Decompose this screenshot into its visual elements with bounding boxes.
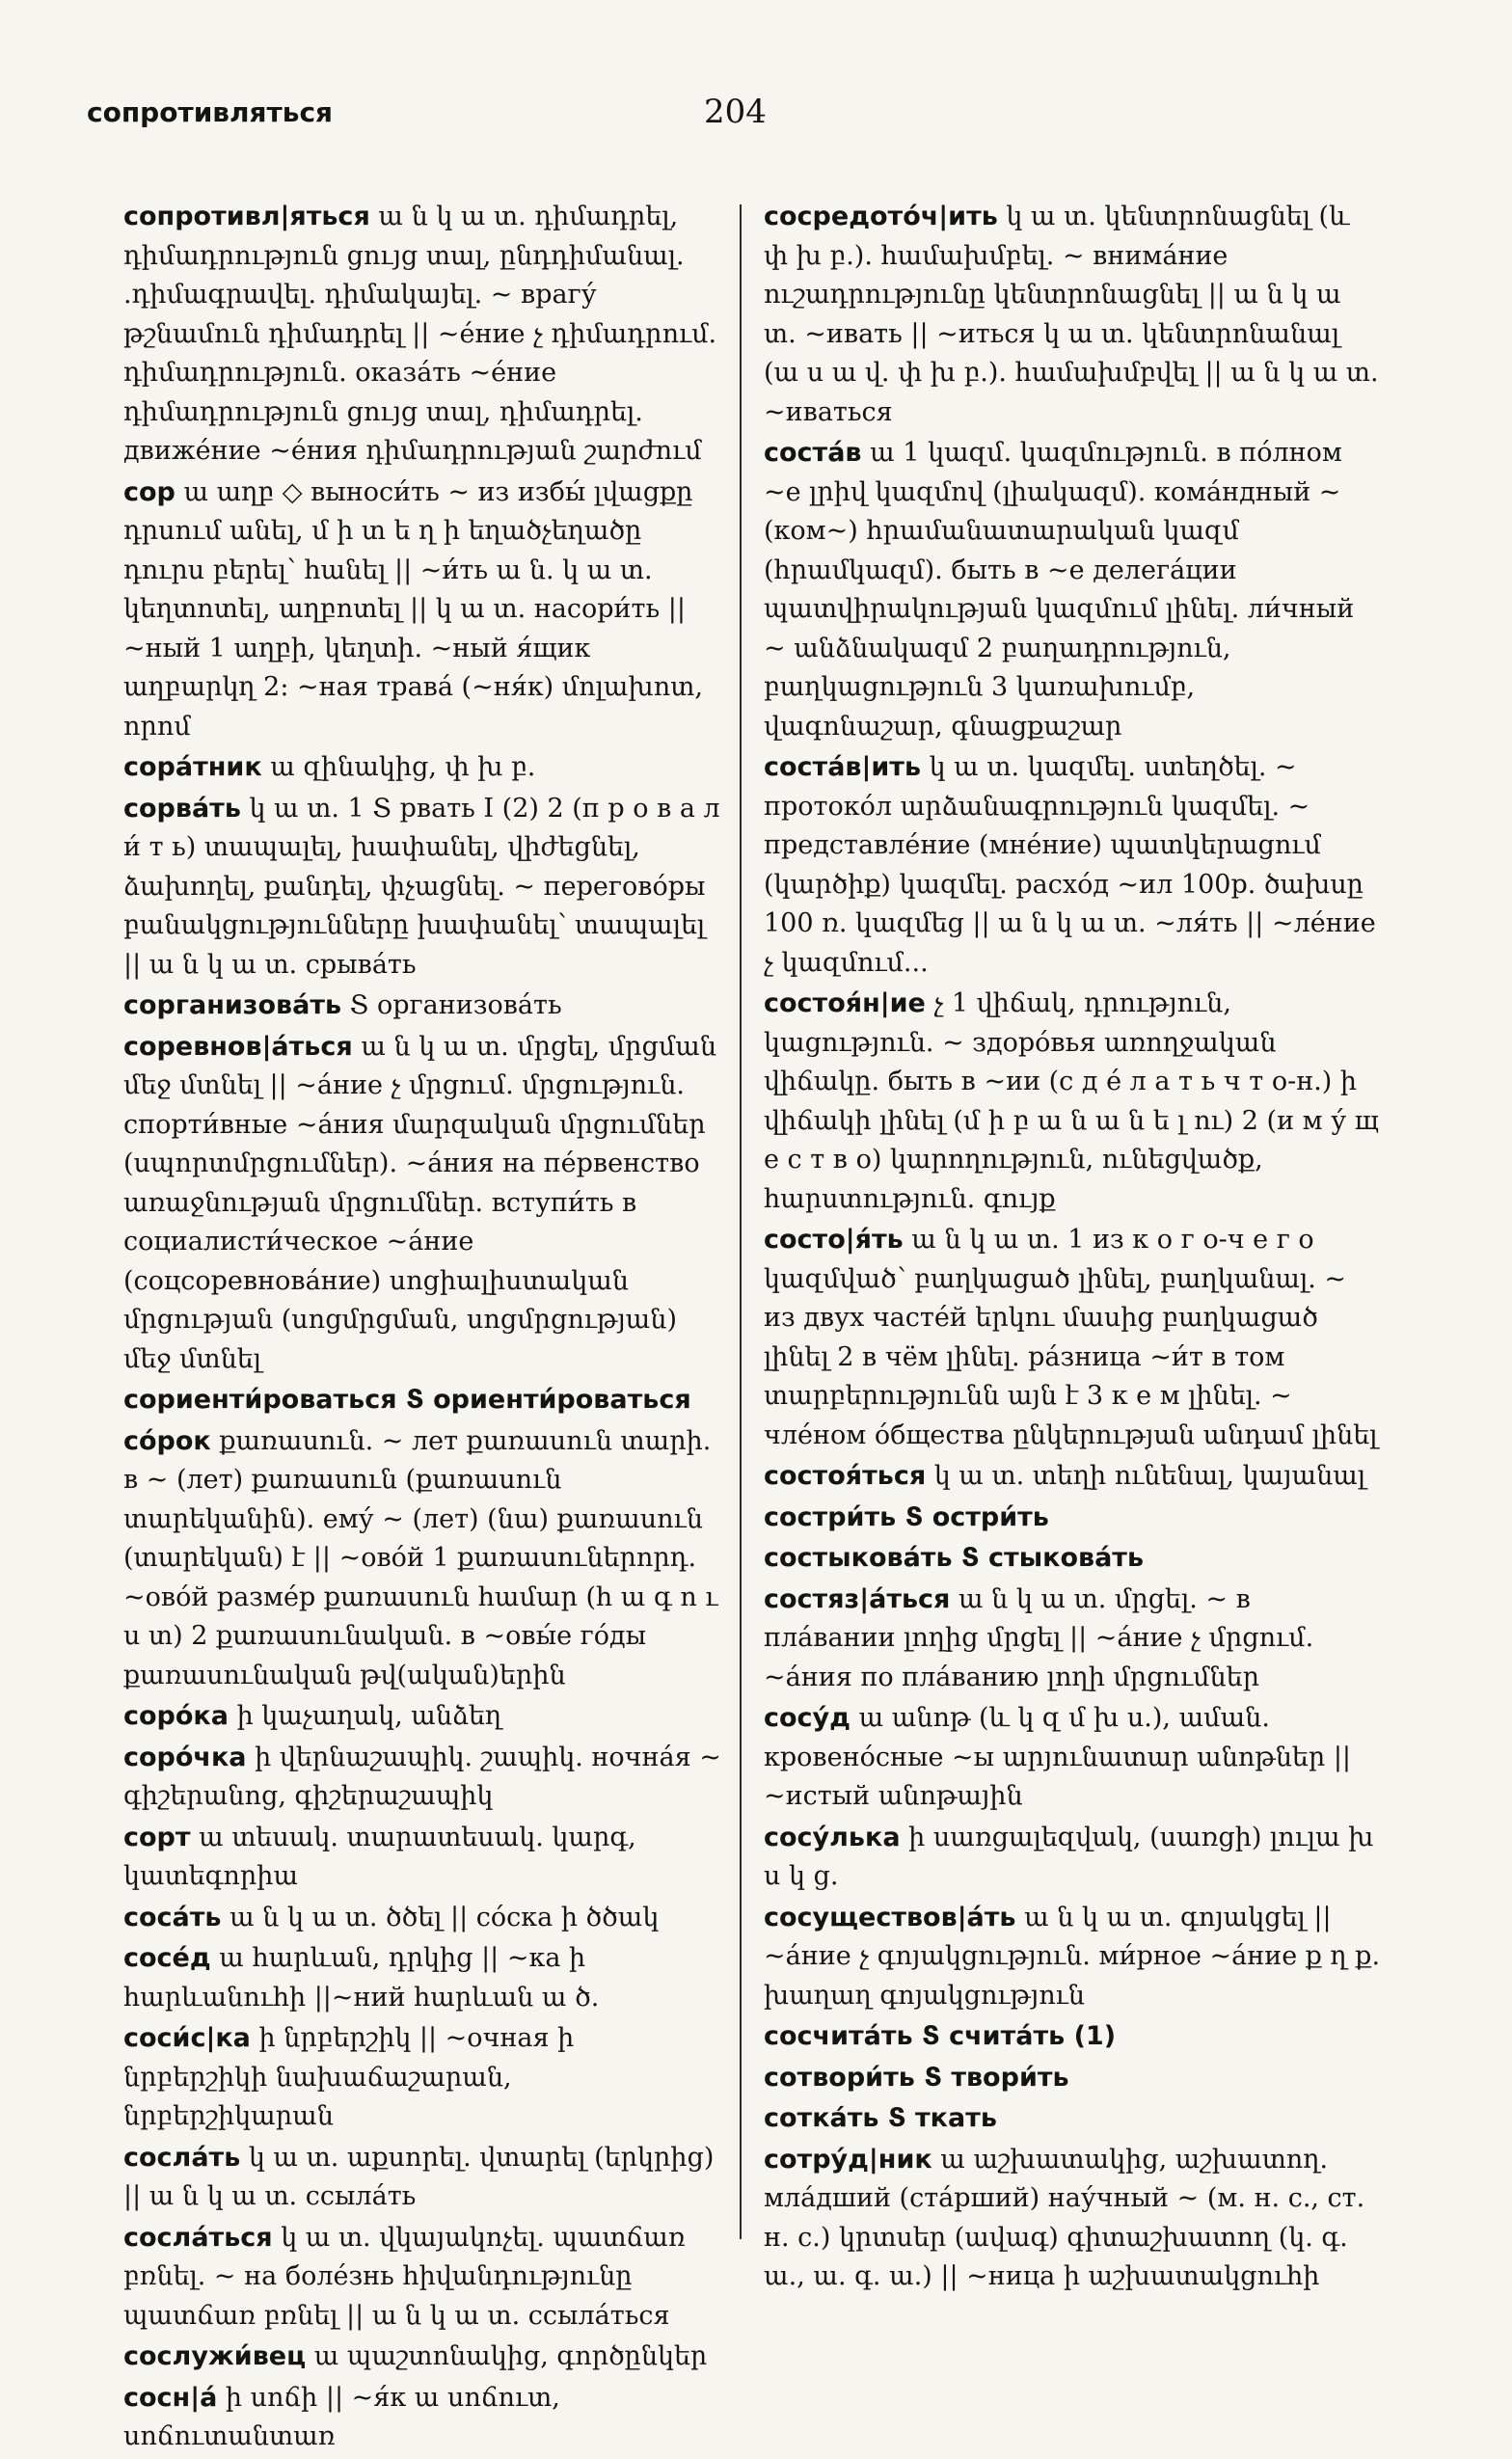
definition: ա պաշտոնակից, գործընկեր <box>313 2341 708 2371</box>
headword: со́рок <box>123 1425 211 1456</box>
headword: состыкова́ть Տ стыкова́ть <box>764 1543 1145 1573</box>
headword: сор <box>123 476 176 507</box>
definition: չ 1 վիճակ, դրություն, կացություն. ~ здоро́вья առողջական վիճակը. быть в ~ии (с д е́ л а т ь ч т о-н.) ի վիճակի լինել (մ ի բ ա ն ա ն ե լ ու) 2 (и м у́ щ е с т в о) կարողություն, ունեցվածք, հարստություն. գույք <box>764 988 1379 1214</box>
headword: соро́ка <box>123 1701 229 1731</box>
dictionary-entry <box>123 1739 723 1817</box>
dictionary-entry <box>764 1539 1381 1579</box>
headword: сосу́лька <box>764 1822 901 1852</box>
dictionary-entry <box>123 2219 723 2337</box>
headword: соста́в <box>764 438 862 468</box>
definition: ա ն կ ա տ. մրցել. ~ в пла́вании լողից մրցել || ~а́ние չ մրցում. ~а́ния по пла́ванию լողի մրցումներ <box>764 1583 1314 1692</box>
headword: соси́с|ка <box>123 2023 251 2053</box>
headword: сосчита́ть Տ счита́ть (1) <box>764 2021 1117 2051</box>
definition: ի նրբերշիկ || ~очная ի նրբերշիկի նախաճաշարան, նրբերշիկարան <box>123 2023 575 2131</box>
headword: сосе́д <box>123 1943 211 1973</box>
definition: ա հարևան, դրկից || ~ка ի հարևանուհի ||~ний հարևան ա ծ. <box>123 1943 600 2013</box>
headword: состоя́н|ие <box>764 988 926 1018</box>
left-column <box>123 198 723 2459</box>
dictionary-entry <box>764 985 1381 1219</box>
dictionary-entry <box>123 2139 723 2217</box>
dictionary-entry <box>764 1457 1381 1497</box>
definition: կ ա տ. տեղի ունենալ, կայանալ <box>933 1461 1366 1491</box>
headword: соревнов|а́ться <box>123 1031 353 1062</box>
dictionary-entry <box>764 1581 1381 1698</box>
dictionary-entry <box>123 1697 723 1737</box>
dictionary-entry <box>123 1381 723 1420</box>
dictionary-entry <box>123 1939 723 2017</box>
dictionary-entry <box>123 473 723 747</box>
headword: сосредото́ч|ить <box>764 202 998 231</box>
dictionary-entry <box>123 1422 723 1696</box>
definition: կ ա տ. վկայակոչել. պատճառ բռնել. ~ на боле́знь հիվանդությունը պատճառ բռնել || ա ն կ ա տ. ссыла́ться <box>123 2222 686 2331</box>
dictionary-entry <box>123 1819 723 1897</box>
dictionary-entry <box>123 2379 723 2457</box>
dictionary-entry <box>764 2099 1381 2139</box>
dictionary-entry <box>123 198 723 472</box>
headword: сотру́д|ник <box>764 2144 932 2175</box>
definition: կ ա տ. կազմել. ստեղծել. ~ протоко́л արձանագրություն կազմել. ~ представле́ние (мне́ние) պատկերացում (կարծիք) կազմել. расхо́д ~ил 100р. ծախսը 100 ռ. կազմեց || ա ն կ ա տ. ~ля́ть || ~ле́ние չ կազմում... <box>764 752 1376 978</box>
headword: состяз|а́ться <box>764 1583 951 1614</box>
headword: сориенти́роваться Տ ориенти́роваться <box>123 1385 691 1415</box>
definition: ա ն կ ա տ. ծծել || со́ска ի ծծակ <box>230 1902 660 1932</box>
dictionary-entry <box>123 986 723 1026</box>
headword: состри́ть Տ остри́ть <box>764 1501 1049 1532</box>
definition: ի կաչաղակ, անձեղ <box>236 1701 502 1731</box>
dictionary-entry <box>764 198 1381 432</box>
definition: ա աղբ ◇ выноси́ть ~ из избы́ լվացքը դրսում անել, մ ի տ ե ղ ի եղածչեղածը դուրս բերել՝ հանել || ~и́ть ա ն. կ ա տ. կեղտոտել, աղբոտել || կ ա տ. насори́ть || ~ный 1 աղբի, կեղտի. ~ный я́щик աղբարկղ 2: ~ная трава́ (~ня́к) մոլախոտ, որոմ <box>123 476 703 742</box>
dictionary-entry <box>764 2059 1381 2098</box>
dictionary-entry <box>123 2019 723 2137</box>
definition: ի սոճի || ~я́к ա սոճուտ, սոճուտանտառ <box>123 2382 560 2451</box>
definition: քառասուն. ~ лет քառասուն տարի. в ~ (лет) քառասուն (քառասուն տարեկանին). ему́ ~ (лет) (նա) քառասուն (տարեկան) է || ~ово́й 1 քառասուներորդ. ~ово́й разме́р քառասուն համար (հ ա գ ո ւ ս տ) 2 քառասունական. в ~овы́е го́ды քառասունական թվ(ական)երին <box>123 1425 718 1690</box>
definition: կ ա տ. աքսորել. վտարել (երկրից) || ա ն կ ա տ. ссыла́ть <box>123 2142 715 2211</box>
headword: состоя́ться <box>764 1461 927 1491</box>
dictionary-entry <box>764 1819 1381 1897</box>
headword: сосуществов|а́ть <box>764 1902 1016 1932</box>
definition: ա ն կ ա տ. դիմադրել, դիմադրություն ցույց տալ, ընդդիմանալ. .դիմագրավել. դիմակայել. ~ врагу́ թշնամուն դիմադրել || ~е́ние չ դիմադրում. դիմադրություն. оказа́ть ~е́ние դիմադրություն ցույց տալ, դիմադրել. движе́ние ~е́ния դիմադրության շարժում <box>123 202 717 466</box>
headword: соса́ть <box>123 1902 222 1932</box>
definition: Տ организова́ть <box>349 990 562 1020</box>
definition: ա ն կ ա տ. գոյակցել || ~а́ние չ գոյակցություն. ми́рное ~а́ние ք ղ ք. խաղաղ գոյակցություն <box>764 1902 1381 2011</box>
definition: ա ն կ ա տ. մրցել, մրցման մեջ մտնել || ~а́ние չ մրցում. մրցություն. спорти́вные ~а́ния մարզական մրցումներ (սպորտմրցումներ). ~а́ния на пе́рвенство առաջնության մրցումներ. вступи́ть в социалисти́ческое ~а́ние (соцсоревнова́ние) սոցիալիստական մրցության (սոցմրցման, սոցմրցության) մեջ մտնել <box>123 1031 717 1374</box>
headword: сорганизова́ть <box>123 990 342 1020</box>
headword: сослужи́вец <box>123 2341 307 2371</box>
column-divider <box>740 204 742 2239</box>
headword: сорт <box>123 1822 191 1852</box>
dictionary-entry <box>764 1699 1381 1817</box>
dictionary-entry <box>764 1221 1381 1455</box>
dictionary-entry <box>123 1028 723 1380</box>
page-header <box>87 93 1427 145</box>
definition: կ ա տ. 1 Տ рвать I (2) 2 (п р о в а л и́ т ь) տապալել, խափանել, վիժեցնել, ձախողել, քանդել, փչացնել. ~ перегово́ры բանակցությունները խափանել՝ տապալել || ա ն կ ա տ. срыва́ть <box>123 793 720 980</box>
running-head: сопротивляться <box>87 96 334 128</box>
dictionary-entry <box>764 434 1381 746</box>
dictionary-entry <box>764 1899 1381 2016</box>
definition: ա տեսակ. տարատեսակ. կարգ, կատեգորիա <box>123 1822 636 1891</box>
dictionary-entry <box>123 790 723 986</box>
headword: состо|я́ть <box>764 1225 904 1255</box>
dictionary-entry <box>123 1899 723 1938</box>
dictionary-entry <box>764 748 1381 983</box>
headword: сосла́ть <box>123 2142 241 2173</box>
definition: ա զինակից, փ խ բ. <box>270 752 536 782</box>
definition: կ ա տ. կենտրոնացնել (և փ խ բ.). համախմբել. ~ внима́ние ուշադրությունը կենտրոնացնել || ա ն կ ա տ. ~ивать || ~иться կ ա տ. կենտրոնանալ (ա ս ա վ. փ խ բ.). համախմբվել || ա ն կ ա տ. ~иваться <box>764 202 1379 427</box>
headword: сора́тник <box>123 752 262 782</box>
headword: соро́чка <box>123 1742 247 1772</box>
definition: ա ն կ ա տ. 1 из к о г о-ч е г о կազմված՝ բաղկացած լինել, բաղկանալ. ~ из двух часте́й երկու մասից բաղկացած լինել 2 в чём լինել. ра́зница ~и́т в том տարբերությունն այն է 3 к е м լինել. ~ чле́ном о́бщества ընկերության անդամ լինել <box>764 1225 1378 1450</box>
headword: соста́в|ить <box>764 752 922 782</box>
dictionary-entry <box>764 1499 1381 1538</box>
headword: сосу́д <box>764 1703 850 1733</box>
headword: сопротивл|яться <box>123 202 370 231</box>
headword: сосн|а́ <box>123 2382 218 2413</box>
headword: соткáть Տ ткать <box>764 2103 997 2133</box>
definition: ա 1 կազմ. կազմություն. в по́лном ~е լրիվ կազմով (լիակազմ). кома́ндный ~ (ком~) հրամանատարական կազմ (հրամկազմ). быть в ~е делега́ции պատվիրակության կազմում լինել. ли́чный ~ անձնակազմ 2 բաղադրություն, բաղկացություն 3 կառախումբ, վագոնաշար, գնացքաշար <box>764 438 1355 742</box>
headword: сосла́ться <box>123 2222 273 2253</box>
headword: сотвори́ть Տ твори́ть <box>764 2062 1069 2093</box>
definition: ի վերնաշապիկ. շապիկ. ночна́я ~ գիշերանոց, գիշերաշապիկ <box>123 1742 721 1811</box>
dictionary-entry <box>123 2337 723 2377</box>
dictionary-entry <box>123 748 723 788</box>
dictionary-entry <box>764 2017 1381 2057</box>
page-number: 204 <box>704 93 767 131</box>
headword: сорва́ть <box>123 793 241 824</box>
definition: ա անոթ (և կ զ մ խ ս.), աման. кровено́сные ~ы արյունատար անոթներ || ~истый անոթային <box>764 1703 1352 1811</box>
definition: ա աշխատակից, աշխատող. мла́дший (ста́рший) нау́чный ~ (м. н. с., ст. н. с.) կրտսեր (ավագ) գիտաշխատող (կ. գ. ա., ա. գ. ա.) || ~ница ի աշխատակցուհի <box>764 2144 1365 2291</box>
right-column <box>764 198 1381 2299</box>
definition: ի սառցալեզվակ, (սառցի) լուլա խ ս կ ց. <box>764 1822 1374 1891</box>
dictionary-entry <box>764 2141 1381 2297</box>
